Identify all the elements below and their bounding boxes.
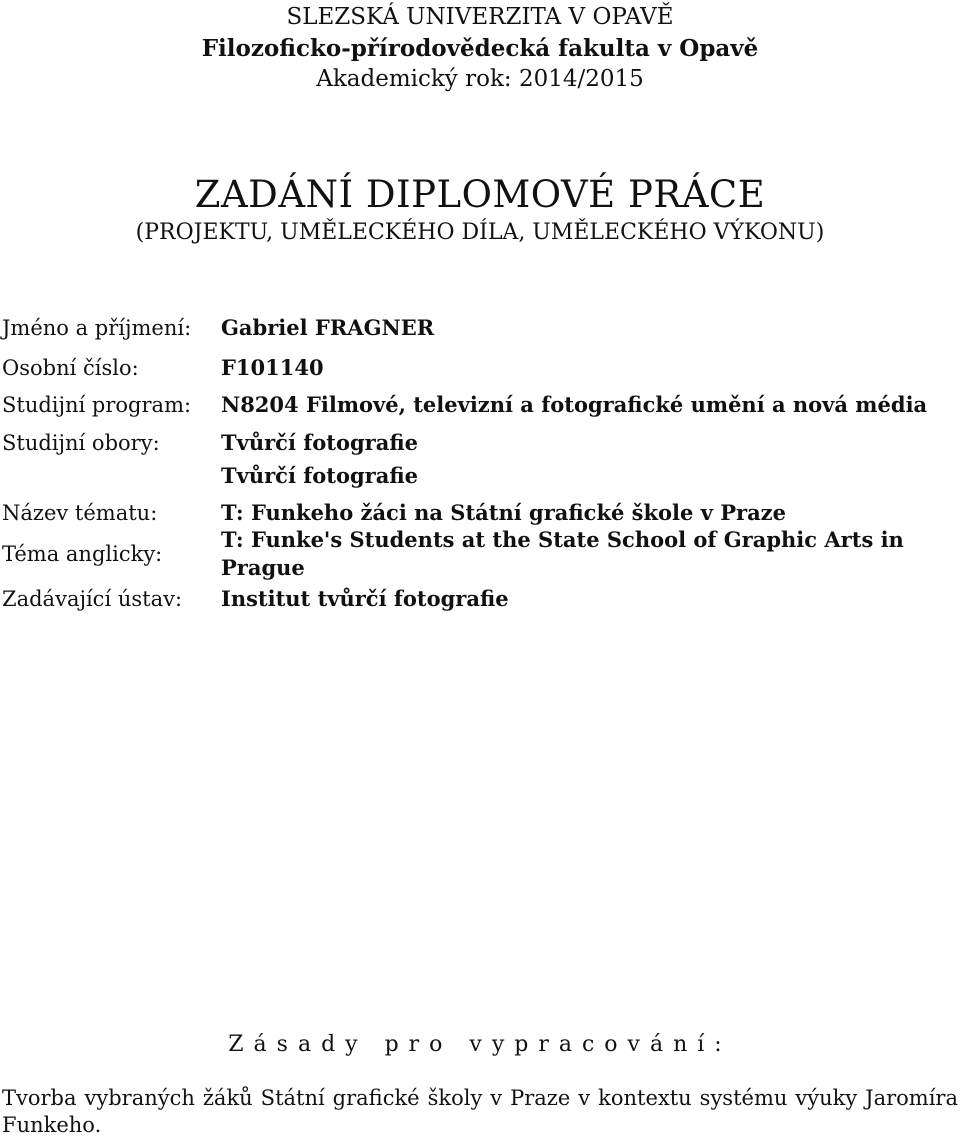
principles-text: Tvorba vybraných žáků Státní grafické školy v Praze v kontextu systému výuky Jaromíra Funkeho. (2, 1086, 958, 1137)
principles-heading: Zásady pro vypracování: (228, 1032, 732, 1057)
thesis-assignment-subtitle: (PROJEKTU, UMĚLECKÉHO DÍLA, UMĚLECKÉHO VÝKONU) (135, 220, 825, 245)
personal-number-value: F101140 (221, 355, 324, 380)
assigning-department-value: Institut tvůrčí fotografie (221, 586, 509, 611)
study-fields-label: Studijní obory: (2, 431, 160, 455)
faculty-name: Filozoficko-přírodovědecká fakulta v Opavě (201, 35, 759, 62)
name-value: Gabriel FRAGNER (221, 315, 435, 340)
topic-label: Název tématu: (2, 501, 158, 525)
topic-english-label: Téma anglicky: (2, 542, 163, 566)
name-label: Jméno a příjmení: (2, 316, 192, 340)
study-field-2: Tvůrčí fotografie (221, 463, 418, 488)
university-name: SLEZSKÁ UNIVERZITA V OPAVĚ (286, 4, 674, 30)
academic-year-label: Akademický rok: (316, 66, 512, 92)
document-title (0, 172, 960, 248)
personal-number-label: Osobní číslo: (2, 356, 139, 380)
study-program-label: Studijní program: (2, 393, 192, 417)
study-field-1: Tvůrčí fotografie (221, 430, 418, 455)
thesis-assignment-title: ZADÁNÍ DIPLOMOVÉ PRÁCE (194, 173, 766, 216)
document-header (0, 2, 960, 95)
academic-year-value: 2014/2015 (518, 66, 644, 92)
assigning-department-label: Zadávající ústav: (2, 587, 183, 611)
academic-year (0, 64, 960, 95)
topic-english-value: T: Funke's Students at the State School of Graphic Arts in Prague (221, 527, 904, 580)
study-program-value: N8204 Filmové, televizní a fotografické umění a nová média (221, 392, 928, 417)
topic-value: T: Funkeho žáci na Státní grafické škole v Praze (221, 500, 786, 525)
